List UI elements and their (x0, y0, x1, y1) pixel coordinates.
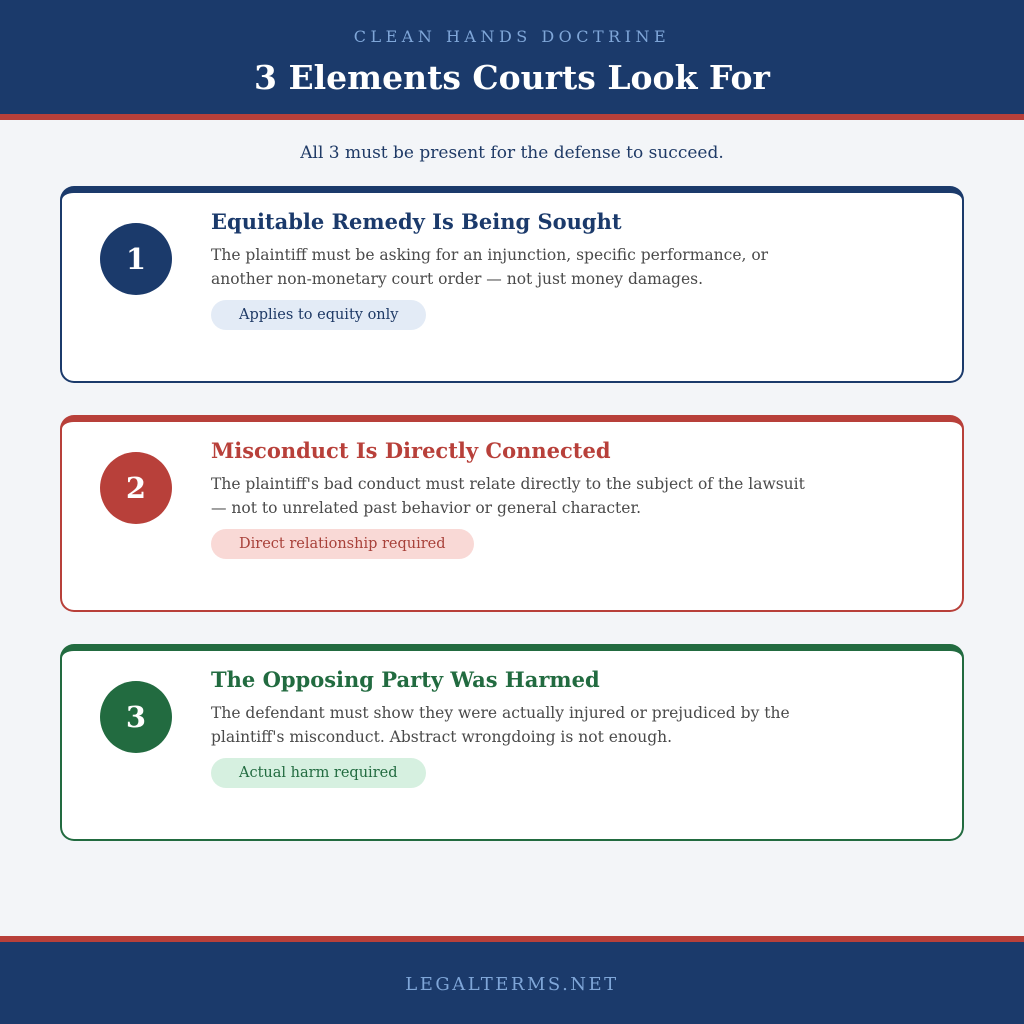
eyebrow-label: CLEAN HANDS DOCTRINE (353, 27, 671, 46)
site-name: LEGALTERMS.NET (405, 974, 619, 995)
element-card-3 (60, 644, 964, 841)
card-description: The plaintiff's bad conduct must relate directly to the subject of the lawsuit — not to unrelated past behavior or general character. (211, 475, 805, 517)
number-badge: 2 (100, 452, 172, 524)
header-banner (0, 0, 1024, 114)
card-title: Equitable Remedy Is Being Sought (211, 209, 622, 234)
card-title: The Opposing Party Was Harmed (211, 667, 600, 692)
tag-pill: Actual harm required (211, 758, 426, 788)
page-title: 3 Elements Courts Look For (254, 58, 770, 97)
tag-pill: Direct relationship required (211, 529, 474, 559)
subtitle: All 3 must be present for the defense to succeed. (300, 143, 724, 163)
number-badge: 1 (100, 223, 172, 295)
element-card-2 (60, 415, 964, 612)
card-description: The defendant must show they were actually injured or prejudiced by the plaintiff's misconduct. Abstract wrongdoing is not enough. (211, 704, 790, 746)
header-divider (0, 114, 1024, 120)
card-description: The plaintiff must be asking for an injunction, specific performance, or another non-monetary court order — not just money damages. (211, 246, 769, 288)
card-title: Misconduct Is Directly Connected (211, 438, 611, 463)
element-card-1 (60, 186, 964, 383)
footer-banner (0, 942, 1024, 1024)
tag-pill: Applies to equity only (211, 300, 426, 330)
number-badge: 3 (100, 681, 172, 753)
